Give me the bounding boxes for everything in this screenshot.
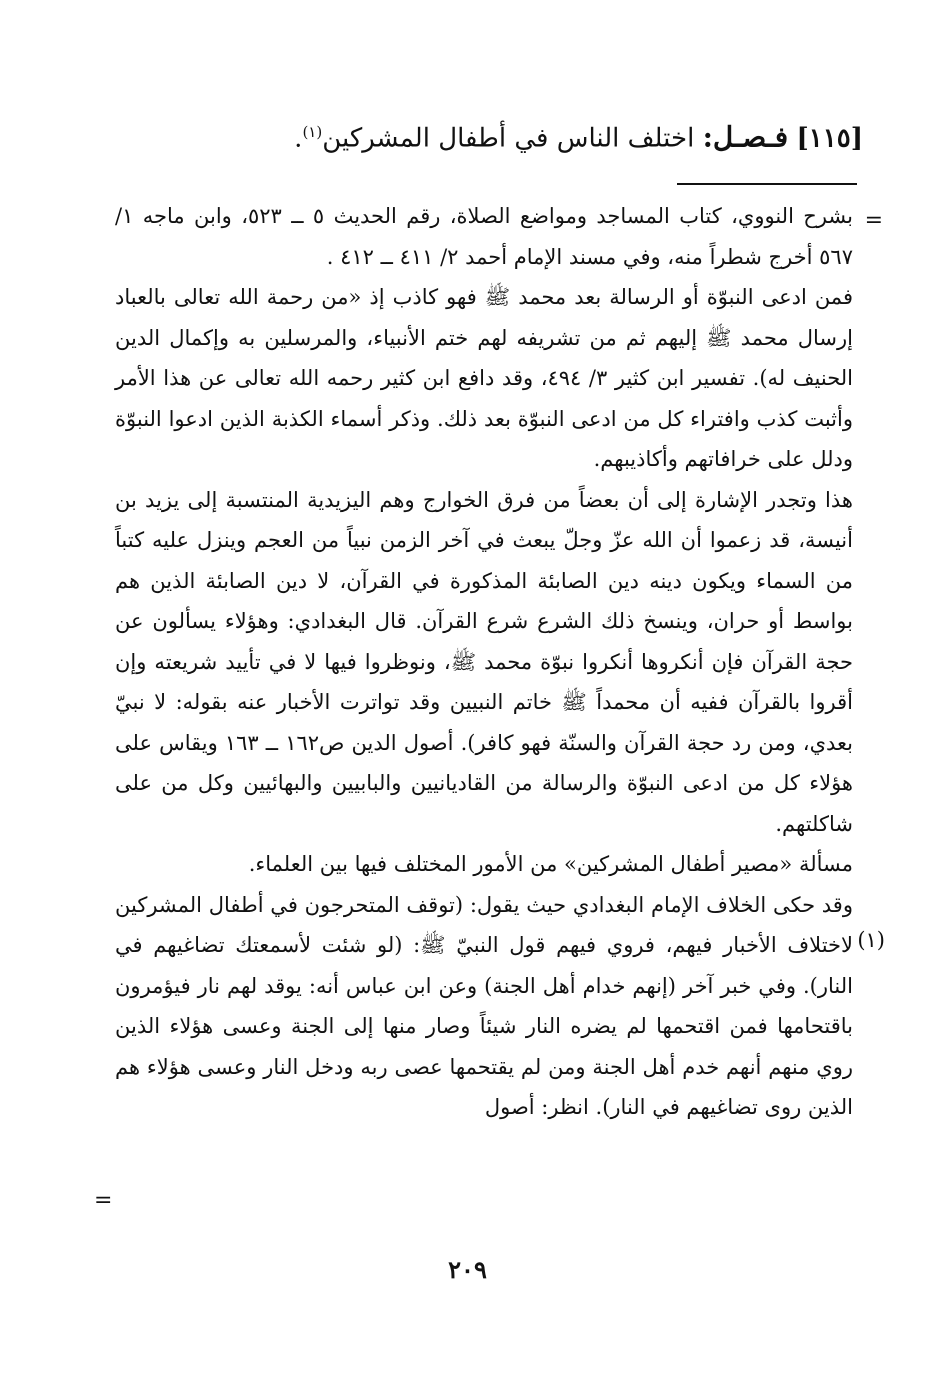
footnote-paragraph: فمن ادعى النبوّة أو الرسالة بعد محمد ﷺ فهو كاذب إذ «من رحمة الله تعالى بالعباد إرسال محمد ﷺ إليهم ثم من تشريفه لهم ختم الأنبياء، والمرسلين به وإكمال الدين الحنيف له). تفسير ابن كثير ٣/ ٤٩٤، وقد دافع ابن كثير رحمه الله تعالى عن هذا الأمر وأثبت كذب وافتراء كل من ادعى النبوّة بعد ذلك. وذكر أسماء الكذبة الذين ادعوا النبوّة ودلل على خرافاتهم وأكاذيبهم. <box>115 285 853 471</box>
section-number: [١١٥] <box>796 123 863 154</box>
continuation-mark-end: = <box>94 1188 113 1213</box>
continuation-mark-start: = <box>864 208 883 233</box>
footnote-reference: (١) <box>302 123 323 141</box>
section-title: اختلف الناس في أطفال المشركين <box>322 123 695 154</box>
footnote-paragraph: بشرح النووي، كتاب المساجد ومواضع الصلاة، رقم الحديث ٥ ــ ٥٢٣، وابن ماجه ١/ ٥٦٧ أخرج شطراً منه، وفي مسند الإمام أحمد ٢/ ٤١١ ــ ٤١٢ . <box>115 204 854 269</box>
heading-end-mark: . <box>294 123 303 154</box>
footnote-paragraph: مسألة «مصير أطفال المشركين» من الأمور المختلف فيها بين العلماء. <box>248 852 853 876</box>
footnote-paragraph: وقد حكى الخلاف الإمام البغدادي حيث يقول: (توقف المتحرجون في أطفال المشركين لاختلاف الأخبار فيهم، فروي فيهم قول النبيّ ﷺ: (لو شئت لأسمعتك تضاغيهم في النار). وفي خبر آخر (إنهم خدام أهل الجنة) وعن ابن عباس أنه: يوقد لهم نار فيؤمرون باقتحامها فمن اقتحمها لم يضره النار شيئاً وصار منها إلى الجنة وعسى هؤلاء الذين روي منهم أنهم خدم أهل الجنة ومن لم يقتحمها عصى ربه ودخل النار وعسى هؤلاء هم الذين روى تضاغيهم في النار). انظر: أصول <box>115 892 853 1119</box>
section-label: فـصـل: <box>702 120 789 154</box>
section-heading <box>83 112 863 159</box>
footnote-paragraph: هذا وتجدر الإشارة إلى أن بعضاً من فرق الخوارج وهم اليزيدية المنتسبة إلى يزيد بن أنيسة، قد زعموا أن الله عزّ وجلّ يبعث في آخر الزمن نبياً من العجم وينزل عليه كتباً من السماء ويكون دينه دين الصابئة المذكورة في القرآن، لا دين الصابئة الذين هم بواسط أو حران، وينسخ ذلك الشرع شرع القرآن. قال البغدادي: وهؤلاء يسألون عن حجة القرآن فإن أنكروها أنكروا نبوّة محمد ﷺ، ونوظروا فيها لا في تأييد شريعته وإن أقروا بالقرآن ففيه أن محمداً ﷺ خاتم النبيين وقد تواترت الأخبار عنه بقوله: لا نبيّ بعدي، ومن رد حجة القرآن والسنّة فهو كافر). أصول الدين ص١٦٢ ــ ١٦٣ ويقاس على هؤلاء كل من ادعى النبوّة والرسالة من القاديانيين والبابيين والبهائيين وكل من على شاكلتهم. <box>115 487 853 836</box>
footnotes-block <box>115 196 853 1128</box>
footnote-number: (١) <box>857 928 885 952</box>
page-number: ٢٠٩ <box>448 1255 487 1284</box>
footnote-separator <box>677 183 857 185</box>
